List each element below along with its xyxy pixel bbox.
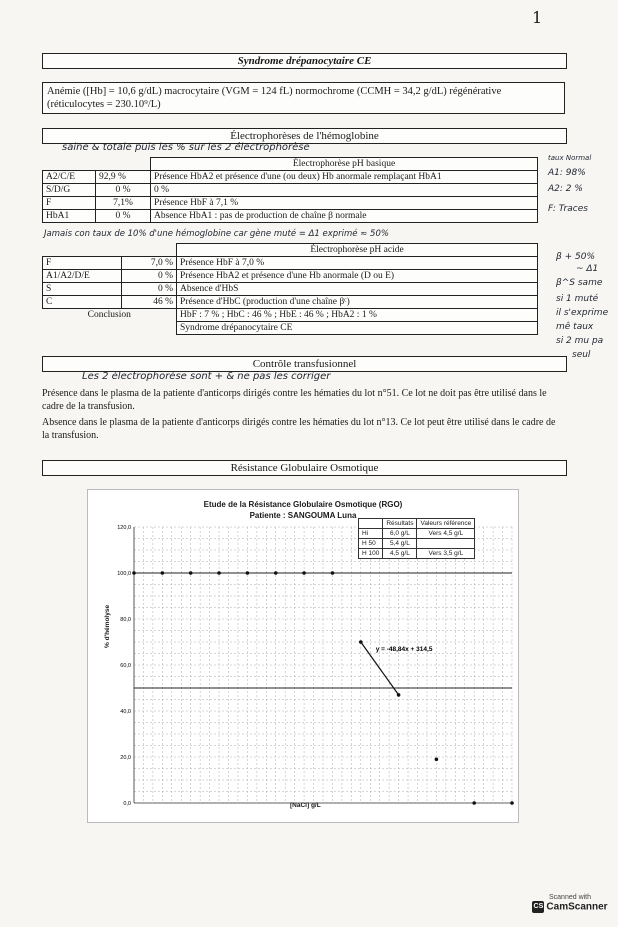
data-point [132,571,136,575]
margin-note: si 2 mu pa [556,336,604,346]
margin-note: β^S same [556,278,603,288]
basic-header: Électrophorèse pH basique [151,158,538,171]
table-row: S 0 % Absence d'HbS [43,283,538,296]
data-point [246,571,250,575]
chart-title: Etude de la Résistance Globulaire Osmotique (RGO) [203,500,403,509]
margin-note: il s'exprime [556,308,609,318]
handwritten-note-mid: Jamais con taux de 10% d'une hémoglobine car gène muté = Δ1 exprimé ≈ 50% [44,229,389,239]
margin-note: mê taux [556,322,594,332]
conclusion-line-1: HbF : 7 % ; HbC : 46 % ; HbE : 46 % ; HbA2 : 1 % [177,309,538,322]
y-tick-label: 40,0 [120,709,131,715]
y-tick-label: 0,0 [123,801,131,807]
data-point [274,571,278,575]
margin-note: ~ Δ1 [576,264,599,274]
x-axis-label: [NaCl] g/L [290,802,321,809]
table-row: HbA1 0 % Absence HbA1 : pas de production de chaîne β normale [43,210,538,223]
y-tick-label: 120,0 [117,525,131,531]
table-row: H 50 5,4 g/L [359,539,475,549]
page-number: 1 [532,8,543,27]
camscanner-logo-icon: CS [532,901,544,913]
rgo-header: Résistance Globulaire Osmotique [42,460,567,476]
camscanner-watermark: Scanned with CS CamScanner [533,894,608,913]
margin-note: β + 50% [556,252,596,262]
margin-note: si 1 muté [556,294,599,304]
margin-note: seul [572,350,591,360]
y-tick-label: 20,0 [120,755,131,761]
y-tick-label: 80,0 [120,617,131,623]
syndrome-header: Syndrome drépanocytaire CE [42,53,567,69]
handwritten-note-transfusion: Les 2 électrophorèse sont + & ne pas les corriger [82,371,331,382]
table-row: F 7,1% Présence HbF à 7,1 % [43,197,538,210]
data-point [331,571,335,575]
data-point [189,571,193,575]
data-point [510,801,514,805]
y-axis-label: % d'hémolyse [104,604,111,648]
data-point [472,801,476,805]
handwritten-note-top: saine & totale puis les % sur les 2 électrophorèse [62,142,310,153]
acid-header: Électrophorèse pH acide [177,244,538,257]
table-row: A2/C/E 92,9 % Présence HbA2 et présence d'une (ou deux) Hb anormale remplaçant HbA1 [43,171,538,184]
conclusion-label: Conclusion [87,310,131,320]
data-point [161,571,165,575]
y-tick-label: 60,0 [120,663,131,669]
data-point [302,571,306,575]
table-row: H 100 4,5 g/L Vers 3,5 g/L [359,549,475,559]
data-point [217,571,221,575]
data-point [397,693,401,697]
table-row: C 46 % Présence d'HbC (production d'une chaîne βᶜ) [43,296,538,309]
anemia-summary: Anémie ([Hb] = 10,6 g/dL) macrocytaire (VGM = 124 fL) normochrome (CCMH = 34,2 g/dL) régénérative (réticulocytes = 230.10⁹/L) [42,82,565,114]
y-tick-label: 100,0 [117,571,131,577]
data-point [435,758,439,762]
table-row: A1/A2/D/E 0 % Présence HbA2 et présence d'une Hb anormale (D ou E) [43,270,538,283]
trendline-label: y = -48,84x + 314,5 [375,646,433,654]
lot13-paragraph: Absence dans le plasma de la patiente d'anticorps dirigés contre les hématies du lot n°13. Ce lot peut être utilisé dans le cadre de la transfusion. [42,417,556,441]
lot51-paragraph: Présence dans le plasma de la patiente d'anticorps dirigés contre les hématies du lot n°51. Ce lot ne doit pas être utilisé dans le cadre de la transfusion. [42,388,547,412]
margin-note: taux Normal [548,154,592,162]
electrophoresis-header: Électrophorèses de l'hémoglobine [42,128,567,144]
table-row: F 7,0 % Présence HbF à 7,0 % [43,257,538,270]
data-point [359,640,363,644]
table-row: Hi 6,0 g/L Vers 4,5 g/L [359,529,475,539]
margin-note: A2: 2 % [548,184,583,194]
table-row: S/D/G 0 % 0 % [43,184,538,197]
transfusion-header: Contrôle transfusionnel [42,356,567,372]
margin-note: A1: 98% [548,168,586,178]
chart-subtitle: Patiente : SANGOUMA Luna [249,511,357,520]
results-table: Résultats Valeurs référence Hi 6,0 g/L Vers 4,5 g/L H 50 5,4 g/L H 100 4,5 g/L Vers 3,5 g/L [358,518,475,559]
margin-note: F: Traces [548,204,588,214]
conclusion-line-2: Syndrome drépanocytaire CE [177,322,538,335]
